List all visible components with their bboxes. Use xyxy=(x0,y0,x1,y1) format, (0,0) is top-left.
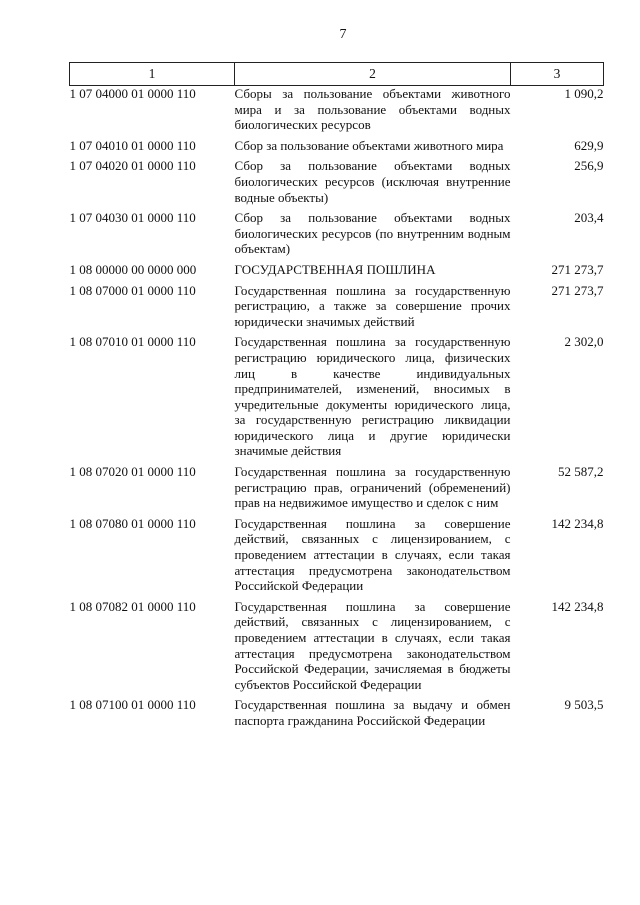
revenue-name: Государственная пошлина за государственную регистрацию, а также за совершение прочих юридически значимых действий xyxy=(234,282,511,329)
table-row xyxy=(70,262,604,283)
budget-code: 1 08 07010 01 0000 110 xyxy=(69,334,196,350)
amount: 52 587,2 xyxy=(558,464,604,480)
budget-code: 1 07 04000 01 0000 110 xyxy=(69,86,196,101)
revenue-name: Государственная пошлина за совершение действий, связанных с лицензированием, с проведением аттестации в случаях, если такая аттестация предусмотрена законодательством Российской Федерации, зачисляемая в бюджеты субъектов Российской Федерации xyxy=(234,598,511,692)
column-header-code: 1 xyxy=(70,63,235,86)
budget-code: 1 08 00000 00 0000 000 xyxy=(69,261,197,277)
amount: 203,4 xyxy=(574,210,604,226)
amount: 271 273,7 xyxy=(551,261,604,277)
column-header-name: 2 xyxy=(235,63,511,86)
table-row xyxy=(70,86,604,138)
table-header xyxy=(70,63,604,86)
revenue-name: Сбор за пользование объектами животного мира xyxy=(234,137,504,153)
table-row xyxy=(70,334,604,464)
budget-code: 1 08 07080 01 0000 110 xyxy=(69,515,196,531)
amount: 271 273,7 xyxy=(551,282,604,298)
amount: 1 090,2 xyxy=(564,86,604,101)
page-number: 7 xyxy=(339,27,347,42)
table-body xyxy=(70,86,604,734)
revenue-name: Государственная пошлина за выдачу и обмен паспорта гражданина Российской Федерации xyxy=(234,697,511,728)
table-row xyxy=(70,516,604,599)
table-row xyxy=(70,158,604,210)
amount: 9 503,5 xyxy=(564,697,604,713)
table-row xyxy=(70,210,604,262)
revenue-name: Сборы за пользование объектами животного мира и за пользование объектами водных биологических ресурсов xyxy=(234,86,511,133)
revenue-name: Сбор за пользование объектами водных биологических ресурсов (исключая внутренние водные объекты) xyxy=(234,158,511,205)
revenue-name: Государственная пошлина за совершение действий, связанных с лицензированием, с проведением аттестации в случаях, если такая аттестация предусмотрена законодательством Российской Федерации xyxy=(234,515,511,594)
budget-code: 1 07 04020 01 0000 110 xyxy=(69,158,196,174)
revenue-name: Государственная пошлина за государственную регистрацию юридического лица, физических лиц в качестве индивидуальных предпринимателей, изменений, вносимых в учредительные документы юридического лица, за государственную регистрацию ликвидации юридического лица и другие юридически значимые действия xyxy=(234,334,511,459)
budget-code: 1 08 07020 01 0000 110 xyxy=(69,464,196,480)
revenue-name: Сбор за пользование объектами водных биологических ресурсов (по внутренним водным объектам) xyxy=(234,210,511,257)
amount: 256,9 xyxy=(574,158,604,174)
amount: 629,9 xyxy=(574,137,604,153)
revenue-name: ГОСУДАРСТВЕННАЯ ПОШЛИНА xyxy=(234,261,436,277)
amount: 2 302,0 xyxy=(564,334,604,350)
table-row xyxy=(70,599,604,698)
revenue-name: Государственная пошлина за государственную регистрацию прав, ограничений (обременений) прав на недвижимое имущество и сделок с ним xyxy=(234,464,511,511)
budget-code: 1 07 04010 01 0000 110 xyxy=(69,137,196,153)
column-header-value: 3 xyxy=(511,63,604,86)
budget-code: 1 08 07000 01 0000 110 xyxy=(69,282,196,298)
budget-code: 1 08 07100 01 0000 110 xyxy=(69,697,196,713)
table-row xyxy=(70,138,604,159)
header-row xyxy=(70,63,604,86)
budget-revenue-table xyxy=(69,62,604,734)
table-row xyxy=(70,283,604,335)
table-row xyxy=(70,464,604,516)
amount: 142 234,8 xyxy=(551,598,604,614)
budget-code: 1 07 04030 01 0000 110 xyxy=(69,210,196,226)
table-row xyxy=(70,697,604,733)
budget-code: 1 08 07082 01 0000 110 xyxy=(69,598,196,614)
amount: 142 234,8 xyxy=(551,515,604,531)
